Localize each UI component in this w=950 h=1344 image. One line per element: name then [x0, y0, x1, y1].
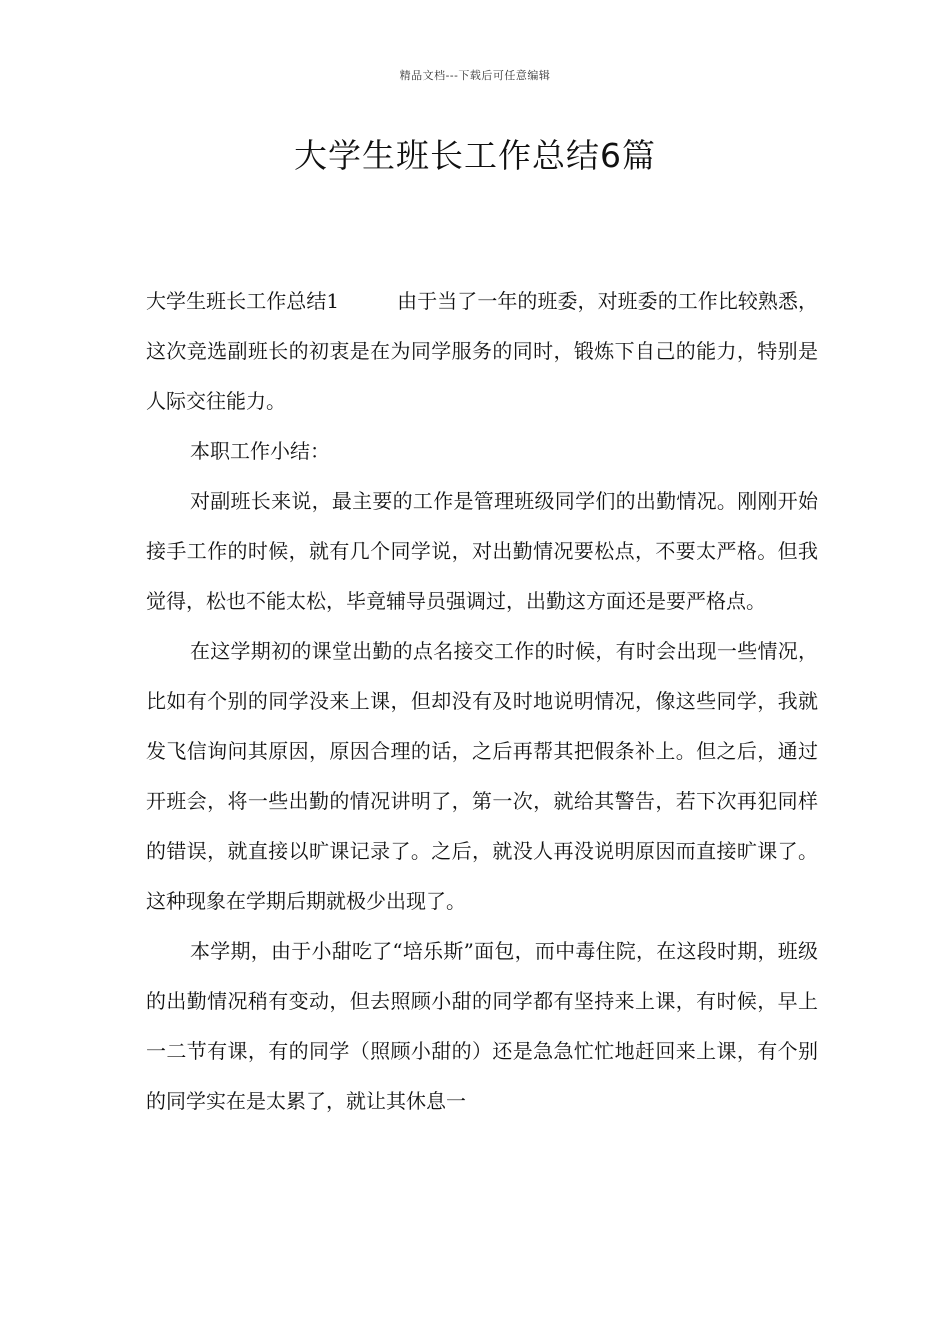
header-note: 精品文档---下载后可任意编辑 [399, 69, 551, 82]
paragraph-3: 对副班长来说，最主要的工作是管理班级同学们的出勤情况。刚刚开始接手工作的时候，就有几个同学说，对出勤情况要松点，不要太严格。但我觉得，松也不能太松，毕竟辅导员强调过，出勤这方面还是要严格点。 [146, 489, 818, 613]
paragraph-1 [146, 276, 818, 426]
paragraph-4: 在这学期初的课堂出勤的点名接交工作的时候，有时会出现一些情况，比如有个别的同学没来上课，但却没有及时地说明情况，像这些同学，我就发飞信询问其原因，原因合理的话，之后再帮其把假条补上。但之后，通过开班会，将一些出勤的情况讲明了，第一次，就给其警告，若下次再犯同样的错误，就直接以旷课记录了。之后，就没人再没说明原因而直接旷课了。这种现象在学期后期就极少出现了。 [146, 639, 818, 913]
document-body [146, 276, 818, 1126]
document-title: 大学生班长工作总结6篇 [294, 136, 656, 175]
section-heading: 大学生班长工作总结1 [146, 289, 340, 313]
paragraph-2: 本职工作小结： [190, 439, 330, 463]
paragraph-5: 本学期，由于小甜吃了“培乐斯”面包，而中毒住院，在这段时期，班级的出勤情况稍有变动，但去照顾小甜的同学都有坚持来上课，有时候，早上一二节有课，有的同学（照顾小甜的）还是急急忙忙地赶回来上课，有个别的同学实在是太累了，就让其休息一 [146, 939, 818, 1113]
paragraph-1-text: 由于当了一年的班委，对班委的工作比较熟悉，这次竞选副班长的初衷是在为同学服务的同时，锻炼下自己的能力，特别是人际交往能力。 [146, 289, 818, 413]
